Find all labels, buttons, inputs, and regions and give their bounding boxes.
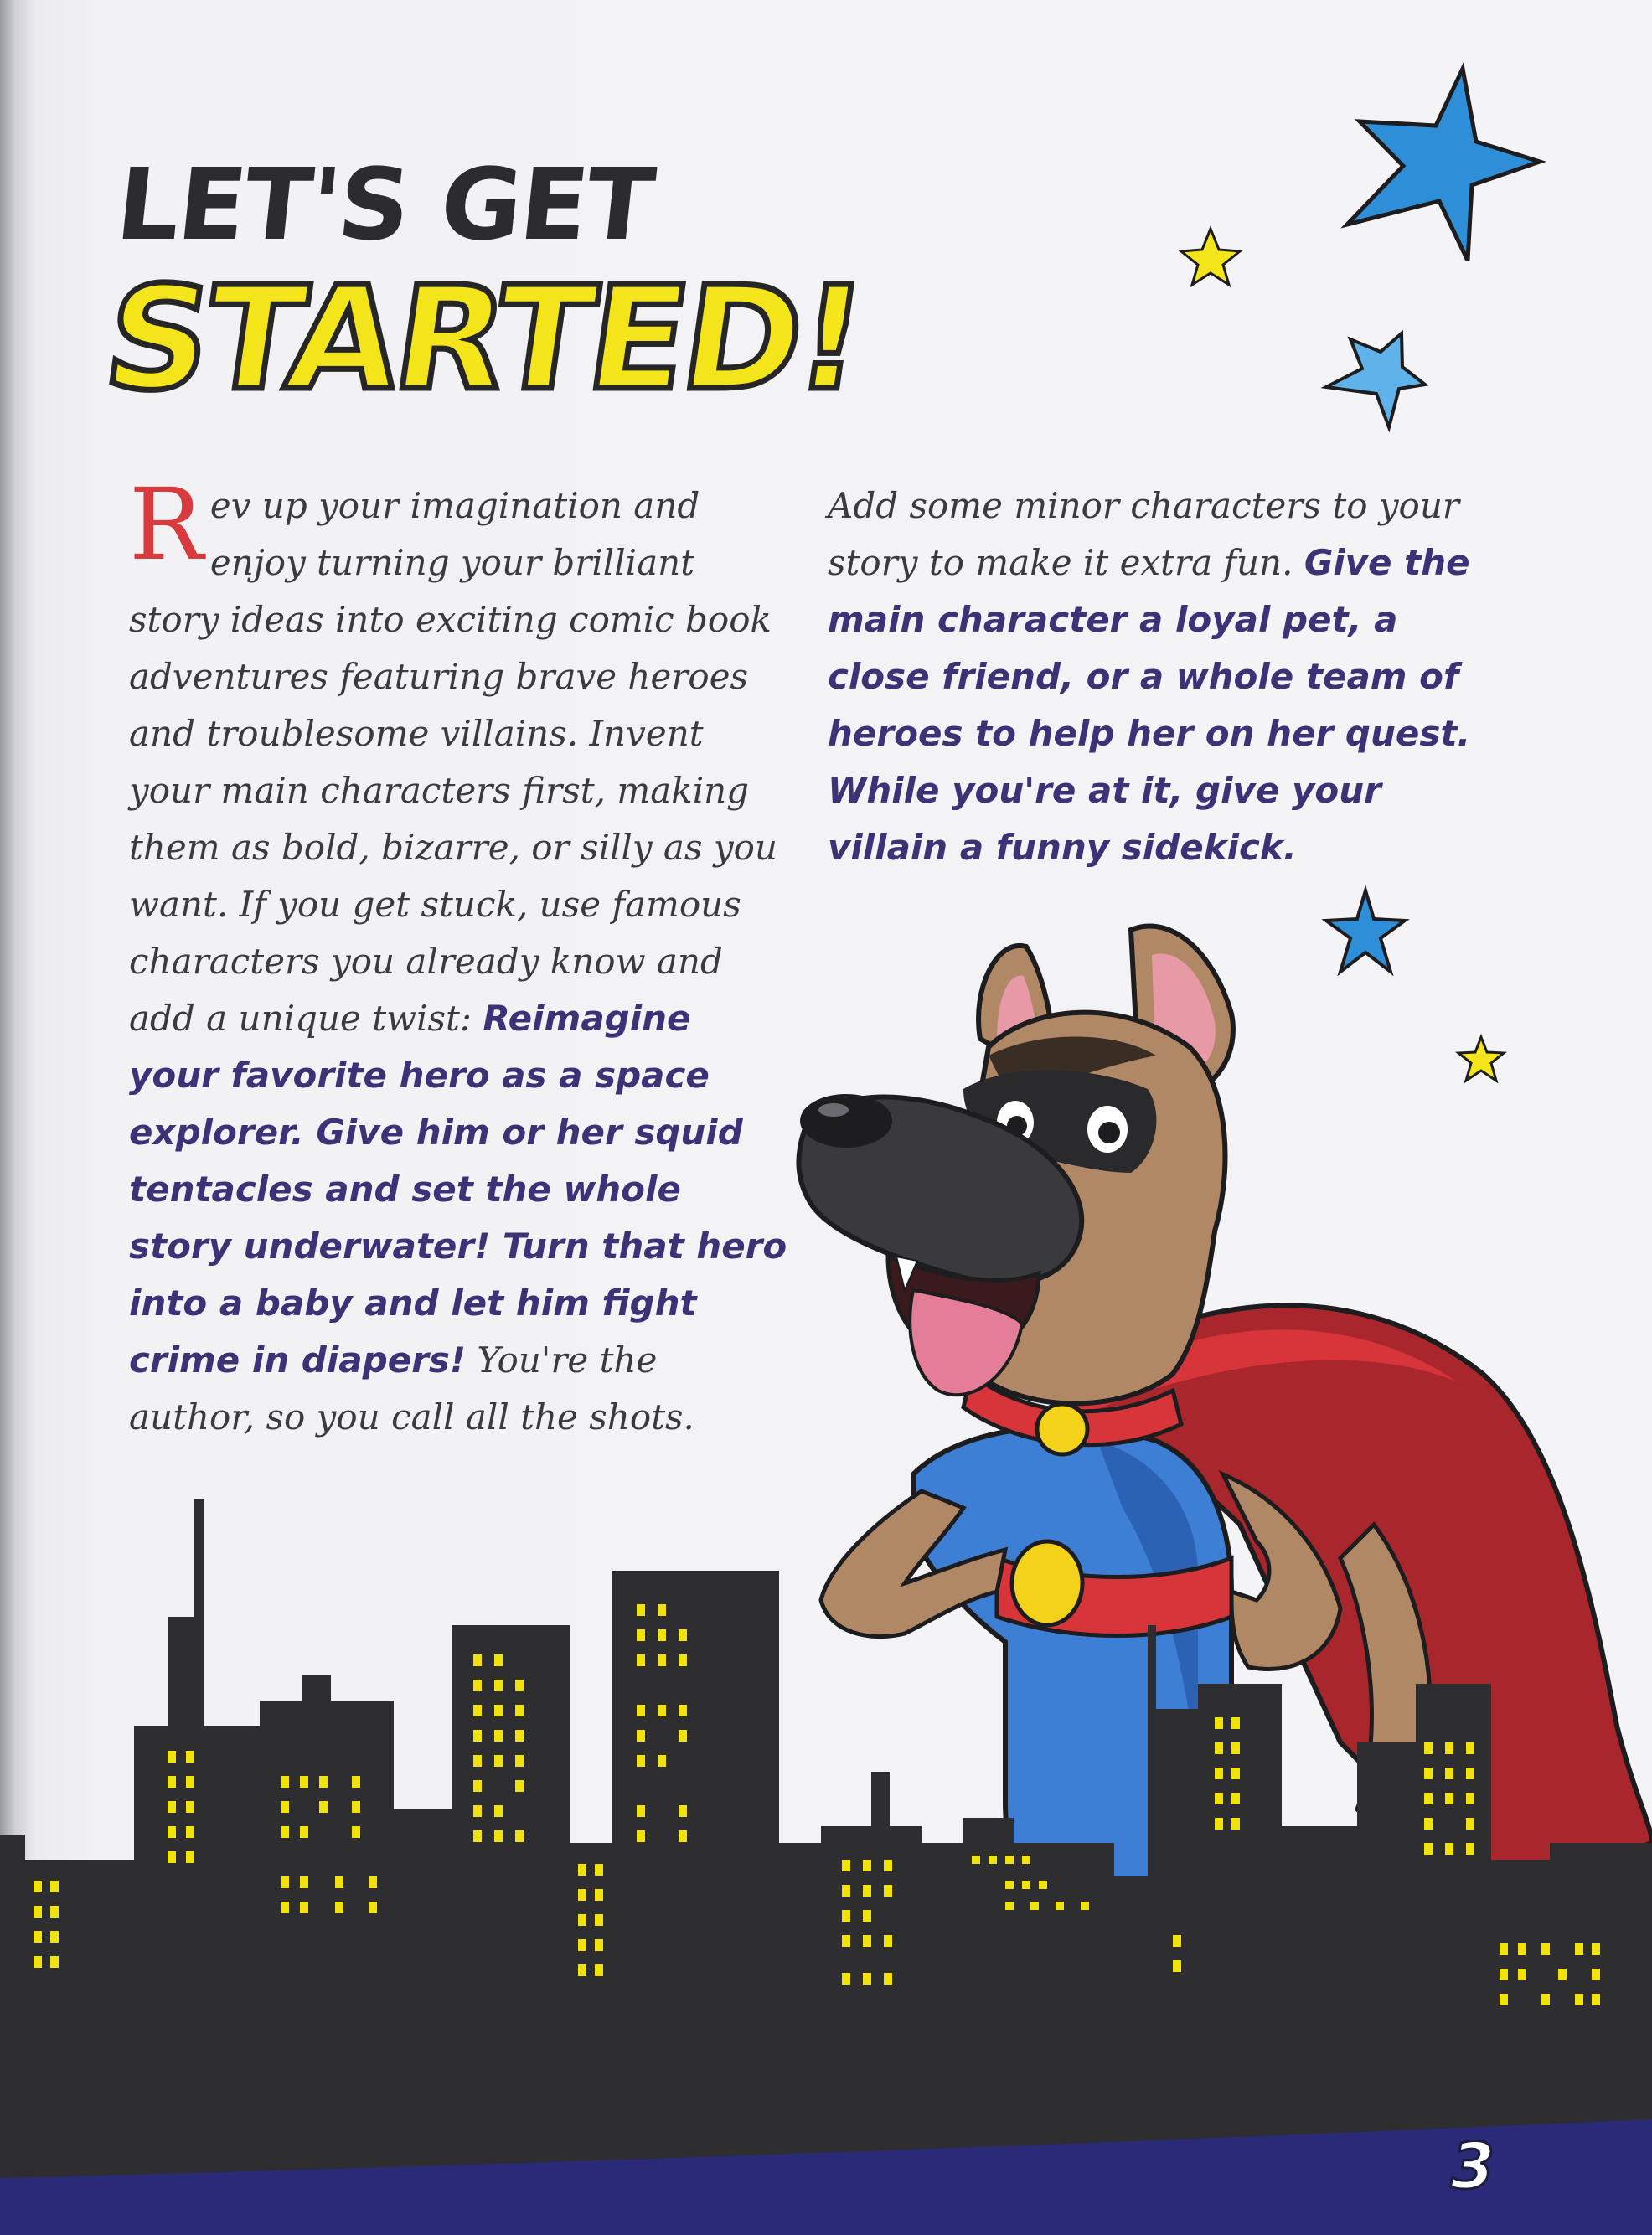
- star-icon: [1326, 890, 1405, 972]
- left-highlight-text: Reimagine your favorite hero as a space explorer. Give him or her squid tentacles and set the whole story underwater! Turn that hero into a baby and let him fight crime in diapers!: [129, 998, 787, 1381]
- page-title-line2: STARTED!: [96, 256, 872, 422]
- star-icon: [1458, 1037, 1504, 1081]
- dog-nose: [800, 1094, 892, 1148]
- left-outro-text: You're the author, so you call all the shots.: [129, 1339, 694, 1438]
- belt-buckle: [1012, 1541, 1082, 1625]
- left-column-text: [129, 467, 791, 1446]
- right-intro-text: Add some minor characters to your story to make it extra fun.: [828, 485, 1459, 583]
- right-highlight-text: Give the main character a loyal pet, a close friend, or a whole team of heroes to help her on her quest. While you're at it, give your villain a funny sidekick.: [828, 542, 1471, 868]
- page-number: 3: [1450, 2129, 1495, 2203]
- star-icon: [1326, 333, 1425, 427]
- star-icon: [1347, 69, 1540, 261]
- page-title-line1: LET'S GET: [111, 147, 658, 262]
- drop-cap: R: [129, 467, 204, 582]
- left-intro-text: ev up your imagination and enjoy turning your brilliant story ideas into exciting comic book adventures featuring brave heroes and troublesome villains. Invent your main characters first, making them as bold, bizarre, or silly as you want. If you get stuck, use famous characters you already know and add a unique twist:: [129, 485, 777, 1039]
- collar-medallion: [1037, 1404, 1087, 1454]
- star-icon: [1181, 229, 1240, 285]
- right-column-text: [828, 477, 1498, 876]
